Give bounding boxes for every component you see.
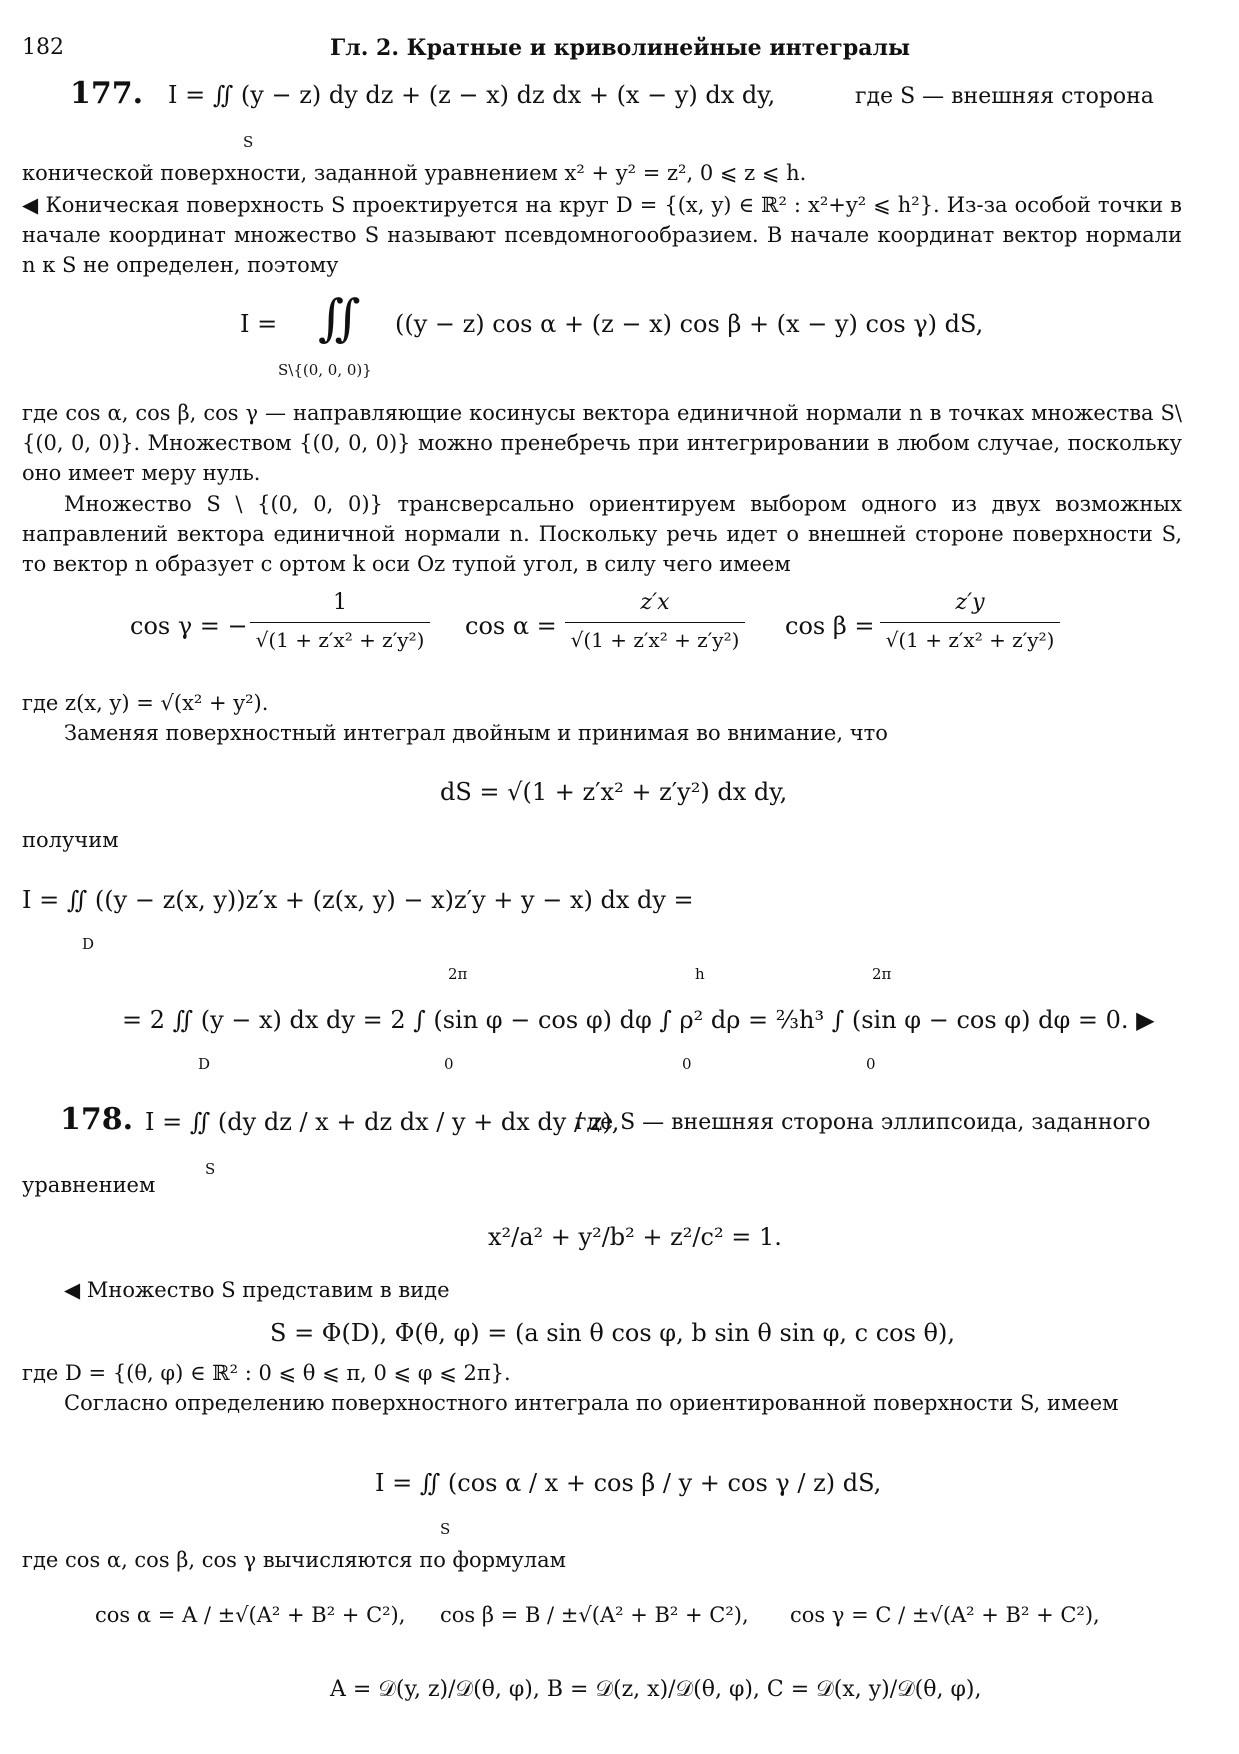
problem-178-paragraph-2: Согласно определению поверхностного интеграла по ориентированной поверхности S, имеем <box>64 1391 1119 1415</box>
formula-I: I = ∬ (cos α / x + cos β / y + cos γ / z) dS, <box>375 1469 882 1497</box>
problem-177-statement-text: где S — внешняя сторона <box>855 84 1154 109</box>
problem-178-formula: I = ∬ (dy dz / x + dz dx / y + dx dy / z), <box>145 1108 620 1136</box>
cos-gamma-numerator: 1 <box>333 590 347 615</box>
limit-upper-3: 2π <box>872 965 892 983</box>
problem-number-177: 177. <box>70 76 144 111</box>
formula-1-lhs: I = <box>240 310 278 338</box>
fraction-bar <box>880 622 1060 623</box>
limit-upper-2: h <box>695 965 705 983</box>
ellipsoid-equation: x²/a² + y²/b² + z²/c² = 1. <box>488 1223 782 1251</box>
fraction-bar <box>565 622 745 623</box>
problem-177-paragraph-1: ◀ Коническая поверхность S проектируется на круг D = {(x, y) ∈ ℝ² : x²+y² ⩽ h²}. Из-за особой точки в начале координат множество S называют псевдомногообразием. В начале координат вектор нормали n к S не определен, поэтому <box>22 193 1182 277</box>
where-z: где z(x, y) = √(x² + y²). <box>22 691 269 715</box>
problem-177-integral-subscript: S <box>243 133 254 151</box>
result-line-1: I = ∬ ((y − z(x, y))z′x + (z(x, y) − x)z′y + y − x) dx dy = <box>22 886 694 914</box>
problem-178-statement-cont: уравнением <box>22 1173 156 1197</box>
cos-beta-denominator: √(1 + z′x² + z′y²) <box>885 628 1055 652</box>
problem-177-paragraph-4: Заменяя поверхностный интеграл двойным и принимая во внимание, что <box>64 721 888 745</box>
cos-beta-numerator: z′y <box>955 590 985 615</box>
page-number: 182 <box>22 35 64 60</box>
problem-177-paragraph-2: где cos α, cos β, cos γ — направляющие косинусы вектора единичной нормали n в точках множества S\{(0, 0, 0)}. Множеством {(0, 0, 0)} можно пренебречь при интегрировании в любом случае, поскольку оно имеет меру нуль. <box>22 401 1182 485</box>
result-line-2-subscript: D <box>198 1055 211 1073</box>
limit-lower-2: 0 <box>682 1055 692 1073</box>
ds-formula: dS = √(1 + z′x² + z′y²) dx dy, <box>440 778 788 806</box>
double-integral-sign: ∬ <box>318 289 361 347</box>
problem-177-statement-cont: конической поверхности, заданной уравнением x² + y² = z², 0 ⩽ z ⩽ h. <box>22 161 807 185</box>
running-title: Гл. 2. Кратные и криволинейные интегралы <box>330 35 911 61</box>
problem-number-178: 178. <box>60 1102 134 1137</box>
problem-177-paragraph-3: Множество S \ {(0, 0, 0)} трансверсально ориентируем выбором одного из двух возможных направлений вектора единичной нормали n. Поскольку речь идет о внешней стороне поверхности S, то вектор n образует с ортом k оси Oz тупой угол, в силу чего имеем <box>22 492 1182 576</box>
limit-upper-1: 2π <box>448 965 468 983</box>
where-D: где D = {(θ, φ) ∈ ℝ² : 0 ⩽ θ ⩽ π, 0 ⩽ φ ⩽ 2π}. <box>22 1361 511 1385</box>
cos-gamma-formula: cos γ = C / ±√(A² + B² + C²), <box>790 1603 1100 1627</box>
jacobians: A = 𝒟(y, z)/𝒟(θ, φ), B = 𝒟(z, x)/𝒟(θ, φ), C = 𝒟(x, y)/𝒟(θ, φ), <box>330 1677 982 1702</box>
cos-gamma-lhs: cos γ = − <box>130 612 248 640</box>
fraction-bar <box>250 622 430 623</box>
cos-alpha-numerator: z′x <box>640 590 670 615</box>
cos-alpha-denominator: √(1 + z′x² + z′y²) <box>570 628 740 652</box>
cos-gamma-denominator: √(1 + z′x² + z′y²) <box>255 628 425 652</box>
problem-178-statement-text: где S — внешняя сторона эллипсоида, заданного <box>575 1110 1151 1135</box>
parametrization: S = Φ(D), Φ(θ, φ) = (a sin θ cos φ, b sin θ sin φ, c cos θ), <box>270 1319 955 1347</box>
problem-177-formula: I = ∬ (y − z) dy dz + (z − x) dz dx + (x − y) dx dy, <box>168 81 776 109</box>
cos-beta-formula: cos β = B / ±√(A² + B² + C²), <box>440 1603 749 1627</box>
cos-alpha-lhs: cos α = <box>465 612 557 640</box>
result-line-1-subscript: D <box>82 935 95 953</box>
problem-178-paragraph-3: где cos α, cos β, cos γ вычисляются по формулам <box>22 1548 566 1572</box>
problem-178-integral-subscript: S <box>205 1160 216 1178</box>
formula-I-subscript: S <box>440 1520 451 1538</box>
cos-alpha-formula: cos α = A / ±√(A² + B² + C²), <box>95 1603 406 1627</box>
cos-beta-lhs: cos β = <box>785 612 875 640</box>
limit-lower-1: 0 <box>444 1055 454 1073</box>
obtain-text: получим <box>22 828 119 852</box>
formula-1: ((y − z) cos α + (z − x) cos β + (x − y) cos γ) dS, <box>395 310 984 338</box>
formula-1-subscript: S\{(0, 0, 0)} <box>278 361 372 379</box>
problem-178-paragraph-1: ◀ Множество S представим в виде <box>64 1278 450 1302</box>
limit-lower-3: 0 <box>866 1055 876 1073</box>
result-line-2: = 2 ∬ (y − x) dx dy = 2 ∫ (sin φ − cos φ) dφ ∫ ρ² dρ = ⅔h³ ∫ (sin φ − cos φ) dφ = 0. ▶ <box>122 1006 1155 1034</box>
